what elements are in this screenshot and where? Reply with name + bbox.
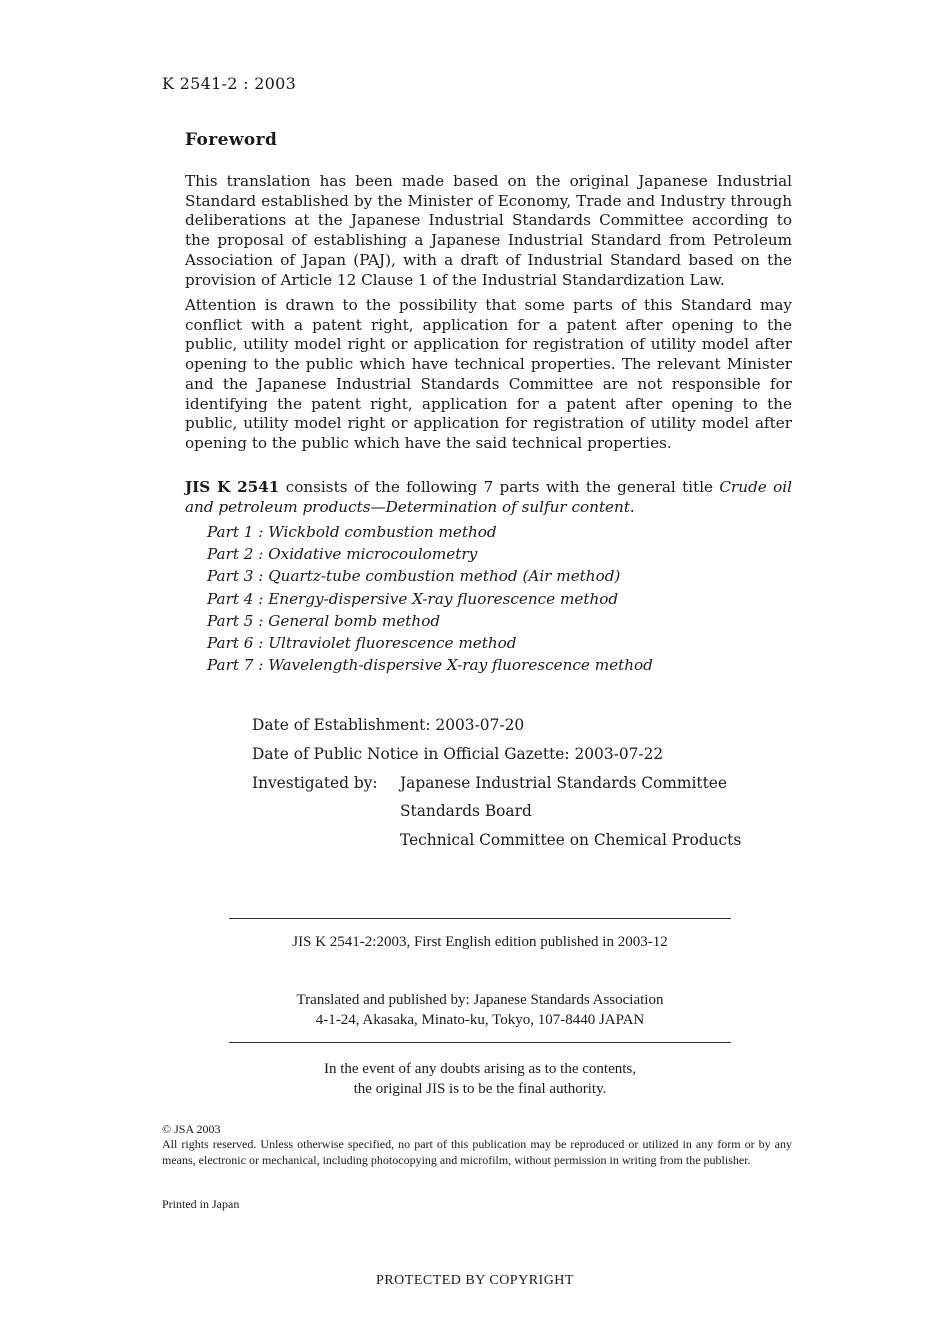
publisher-address: 4-1-24, Akasaka, Minato-ku, Tokyo, 107-8440 JAPAN <box>315 1012 645 1028</box>
investigated-line: Technical Committee on Chemical Products <box>400 831 742 850</box>
paragraph-middle: consists of the following 7 parts with the general title <box>279 478 720 496</box>
page-footer: PROTECTED BY COPYRIGHT <box>376 1273 574 1288</box>
dates-block <box>252 711 741 855</box>
foreword-paragraph-3 <box>185 478 792 517</box>
edition-line: JIS K 2541-2:2003, First English edition published in 2003-12 <box>292 934 668 950</box>
divider-top <box>229 918 731 919</box>
date-of-public-notice: Date of Public Notice in Official Gazette: 2003-07-22 <box>252 744 664 763</box>
paragraph-text: This translation has been made based on the original Japanese Industrial Standard established by the Minister of Economy, Trade and Industry through deliberations at the Japanese Industrial Standards Committee according to the proposal of establishing a Japanese Industrial Standard from Petroleum Association of Japan (PAJ), with a draft of Industrial Standard based on the provision of Article 12 Clause 1 of the Industrial Standardization Law. <box>185 172 792 289</box>
standard-number: JIS K 2541 <box>185 478 280 496</box>
part-item: Part 3 : Quartz-tube combustion method (Air method) <box>207 567 621 586</box>
paragraph-text: Attention is drawn to the possibility that some parts of this Standard may conflict with a patent right, application for a patent after opening to the public, utility model right or application for registration of utility model after opening to the public which have technical properties. The relevant Minister and the Japanese Industrial Standards Committee are not responsible for identifying the patent right, application for a patent after opening to the public, utility model right or application for registration of utility model after opening to the public which have the said technical properties. <box>185 296 792 452</box>
part-item: Part 2 : Oxidative microcoulometry <box>207 545 478 564</box>
investigated-line: Standards Board <box>400 802 532 821</box>
foreword-paragraph-1 <box>185 172 792 290</box>
rights-statement: All rights reserved. Unless otherwise specified, no part of this publication may be reproduced or utilized in any form or by any means, electronic or mechanical, including photocopying and microfilm, without permission in writing from the publisher. <box>162 1137 792 1167</box>
foreword-paragraph-2 <box>185 296 792 454</box>
investigated-label: Investigated by: <box>252 773 378 792</box>
parts-list <box>207 521 653 676</box>
part-item: Part 7 : Wavelength-dispersive X-ray fluorescence method <box>207 656 653 675</box>
part-item: Part 4 : Energy-dispersive X-ray fluorescence method <box>207 589 619 608</box>
authority-line: the original JIS is to be the final authority. <box>353 1081 607 1097</box>
investigated-by <box>252 769 741 855</box>
document-header: K 2541-2 : 2003 <box>162 74 297 93</box>
foreword-title: Foreword <box>185 130 278 150</box>
authority-line: In the event of any doubts arising as to the contents, <box>323 1061 636 1077</box>
investigated-lines <box>400 769 741 855</box>
general-title: Crude oil and petroleum products—Determination of sulfur content. <box>185 478 792 516</box>
authority-note <box>229 1059 731 1099</box>
part-item: Part 1 : Wickbold combustion method <box>207 523 497 541</box>
copyright-notice: © JSA 2003 <box>162 1122 221 1136</box>
printed-in: Printed in Japan <box>162 1197 240 1211</box>
date-of-establishment: Date of Establishment: 2003-07-20 <box>252 716 525 734</box>
part-item: Part 6 : Ultraviolet fluorescence method <box>207 634 517 653</box>
investigated-line: Japanese Industrial Standards Committee <box>400 773 727 792</box>
part-item: Part 5 : General bomb method <box>207 611 441 630</box>
divider-bottom <box>229 1042 731 1043</box>
publisher-line: Translated and published by: Japanese Standards Association <box>296 992 664 1008</box>
paragraph-text <box>185 478 792 517</box>
publisher-block <box>229 990 731 1030</box>
